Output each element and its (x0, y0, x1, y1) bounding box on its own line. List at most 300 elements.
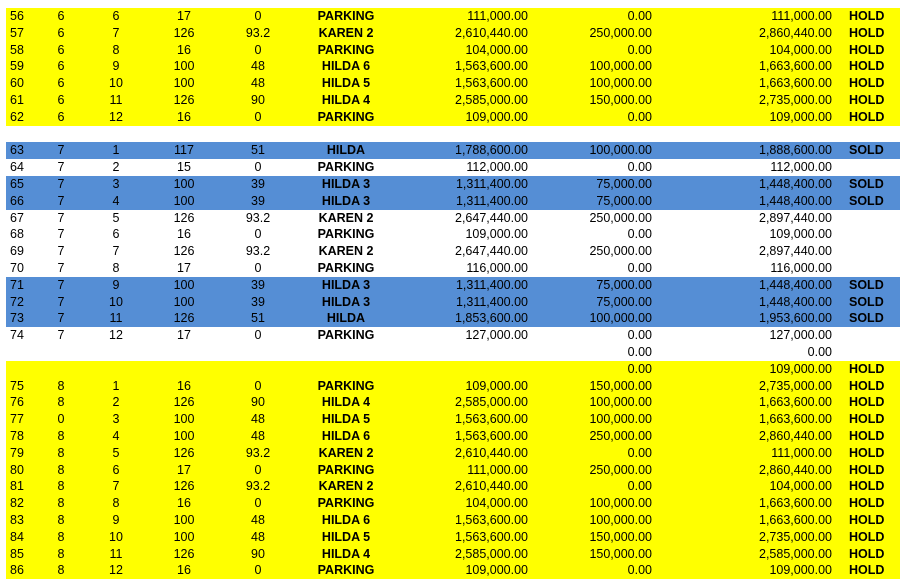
area-cell[interactable]: 126 (173, 25, 195, 40)
status-cell[interactable]: HOLD (849, 378, 885, 393)
price-cell[interactable]: 1,563,600.00 (455, 428, 528, 443)
row-number-cell[interactable]: 63 (10, 143, 24, 158)
total-cell[interactable]: 1,448,400.00 (759, 277, 832, 292)
unit-cell[interactable]: 6 (112, 462, 120, 477)
row-number-cell[interactable]: 60 (10, 76, 24, 91)
extra-cell[interactable]: 0.00 (627, 445, 652, 460)
price-cell[interactable]: 111,000.00 (467, 462, 528, 477)
unit-cell[interactable]: 11 (109, 92, 123, 107)
unit-cell[interactable]: 2 (112, 395, 120, 410)
row-number-cell[interactable]: 78 (10, 428, 24, 443)
floor-cell[interactable]: 7 (57, 176, 65, 191)
unit-cell[interactable]: 8 (112, 42, 120, 57)
row-number-cell[interactable]: 67 (10, 210, 24, 225)
extra-cell[interactable]: 250,000.00 (589, 244, 652, 259)
price-cell[interactable]: 2,585,000.00 (455, 546, 528, 561)
extra-cell[interactable]: 150,000.00 (589, 529, 652, 544)
unit-cell[interactable]: 12 (109, 328, 123, 343)
balcony-cell[interactable]: 0 (254, 109, 262, 124)
total-cell[interactable]: 1,448,400.00 (759, 176, 832, 191)
area-cell[interactable]: 126 (173, 479, 195, 494)
price-cell[interactable]: 2,585,000.00 (455, 395, 528, 410)
row-number-cell[interactable]: 75 (10, 378, 24, 393)
unit-type-cell[interactable]: KAREN 2 (318, 210, 374, 225)
unit-type-cell[interactable]: HILDA 4 (321, 395, 371, 410)
floor-cell[interactable]: 7 (57, 193, 65, 208)
total-cell[interactable]: 1,953,600.00 (759, 311, 832, 326)
area-cell[interactable]: 126 (173, 311, 195, 326)
unit-cell[interactable]: 1 (112, 143, 120, 158)
row-number-cell[interactable]: 71 (10, 277, 24, 292)
status-cell[interactable]: HOLD (849, 546, 885, 561)
floor-cell[interactable]: 6 (57, 92, 65, 107)
area-cell[interactable]: 100 (173, 529, 195, 544)
price-cell[interactable]: 109,000.00 (465, 563, 528, 578)
balcony-cell[interactable]: 0 (254, 378, 262, 393)
unit-type-cell[interactable]: HILDA 3 (321, 176, 371, 191)
extra-cell[interactable]: 0.00 (627, 109, 652, 124)
row-number-cell[interactable]: 58 (10, 42, 24, 57)
unit-type-cell[interactable]: PARKING (317, 496, 375, 511)
extra-cell[interactable]: 100,000.00 (589, 496, 652, 511)
total-cell[interactable]: 2,735,000.00 (759, 378, 832, 393)
extra-cell[interactable]: 0.00 (627, 227, 652, 242)
area-cell[interactable]: 17 (177, 328, 191, 343)
status-cell[interactable]: SOLD (849, 277, 884, 292)
floor-cell[interactable]: 7 (57, 227, 65, 242)
area-cell[interactable]: 15 (177, 160, 191, 175)
extra-cell[interactable]: 250,000.00 (589, 25, 652, 40)
price-cell[interactable]: 2,647,440.00 (455, 244, 528, 259)
status-cell[interactable]: HOLD (849, 412, 885, 427)
balcony-cell[interactable]: 0 (254, 9, 262, 23)
balcony-cell[interactable]: 51 (251, 143, 265, 158)
unit-type-cell[interactable]: HILDA 3 (321, 193, 371, 208)
row-number-cell[interactable]: 56 (10, 9, 24, 23)
unit-type-cell[interactable]: PARKING (317, 462, 375, 477)
floor-cell[interactable]: 6 (57, 25, 65, 40)
status-cell[interactable]: SOLD (849, 176, 884, 191)
total-cell[interactable]: 109,000.00 (769, 109, 832, 124)
unit-cell[interactable]: 1 (112, 378, 120, 393)
balcony-cell[interactable]: 93.2 (245, 479, 271, 494)
unit-cell[interactable]: 4 (112, 193, 120, 208)
floor-cell[interactable]: 7 (57, 244, 65, 259)
balcony-cell[interactable]: 48 (251, 76, 265, 91)
unit-type-cell[interactable]: HILDA 4 (321, 92, 371, 107)
unit-cell[interactable]: 7 (112, 479, 120, 494)
row-number-cell[interactable]: 82 (10, 496, 24, 511)
total-cell[interactable]: 2,585,000.00 (759, 546, 832, 561)
price-cell[interactable]: 2,610,440.00 (455, 445, 528, 460)
status-cell[interactable]: HOLD (849, 529, 885, 544)
total-cell[interactable]: 1,663,600.00 (759, 395, 832, 410)
total-cell[interactable]: 1,888,600.00 (759, 143, 832, 158)
area-cell[interactable]: 100 (173, 412, 195, 427)
unit-type-cell[interactable]: PARKING (317, 227, 375, 242)
area-cell[interactable]: 100 (173, 512, 195, 527)
area-cell[interactable]: 100 (173, 76, 195, 91)
balcony-cell[interactable]: 90 (251, 546, 265, 561)
unit-type-cell[interactable]: KAREN 2 (318, 244, 374, 259)
status-cell[interactable]: HOLD (849, 76, 885, 91)
unit-type-cell[interactable]: PARKING (317, 260, 375, 275)
extra-cell[interactable]: 0.00 (627, 479, 652, 494)
total-cell[interactable]: 112,000.00 (770, 160, 832, 175)
area-cell[interactable]: 16 (177, 42, 191, 57)
balcony-cell[interactable]: 48 (251, 428, 265, 443)
total-cell[interactable]: 1,663,600.00 (759, 412, 832, 427)
price-cell[interactable]: 109,000.00 (465, 109, 528, 124)
total-cell[interactable]: 111,000.00 (771, 9, 832, 23)
extra-cell[interactable]: 75,000.00 (596, 193, 652, 208)
price-cell[interactable]: 1,563,600.00 (455, 76, 528, 91)
area-cell[interactable]: 126 (173, 546, 195, 561)
status-cell[interactable]: SOLD (849, 311, 884, 326)
floor-cell[interactable]: 7 (57, 277, 65, 292)
unit-type-cell[interactable]: HILDA 3 (321, 277, 371, 292)
total-cell[interactable]: 127,000.00 (769, 328, 832, 343)
status-cell[interactable]: HOLD (849, 445, 885, 460)
unit-cell[interactable]: 10 (109, 529, 123, 544)
balcony-cell[interactable]: 39 (251, 193, 265, 208)
total-cell[interactable]: 111,000.00 (771, 445, 832, 460)
floor-cell[interactable]: 6 (57, 76, 65, 91)
price-cell[interactable]: 1,311,400.00 (455, 294, 528, 309)
balcony-cell[interactable]: 0 (254, 496, 262, 511)
extra-cell[interactable]: 100,000.00 (589, 395, 652, 410)
area-cell[interactable]: 126 (173, 395, 195, 410)
unit-type-cell[interactable]: HILDA 4 (321, 546, 371, 561)
price-cell[interactable]: 109,000.00 (465, 227, 528, 242)
balcony-cell[interactable]: 48 (251, 412, 265, 427)
unit-type-cell[interactable]: HILDA 6 (321, 428, 371, 443)
row-number-cell[interactable]: 79 (10, 445, 24, 460)
unit-cell[interactable]: 7 (112, 25, 120, 40)
unit-type-cell[interactable]: HILDA 5 (321, 529, 371, 544)
unit-cell[interactable]: 11 (109, 311, 123, 326)
area-cell[interactable]: 100 (173, 59, 195, 74)
balcony-cell[interactable]: 39 (251, 294, 265, 309)
area-cell[interactable]: 126 (173, 445, 195, 460)
unit-cell[interactable]: 8 (112, 496, 120, 511)
row-number-cell[interactable]: 76 (10, 395, 24, 410)
status-cell[interactable]: HOLD (849, 512, 885, 527)
total-cell[interactable]: 1,663,600.00 (759, 512, 832, 527)
area-cell[interactable]: 17 (177, 462, 191, 477)
row-number-cell[interactable]: 66 (10, 193, 24, 208)
row-number-cell[interactable]: 72 (10, 294, 24, 309)
price-cell[interactable]: 127,000.00 (465, 328, 528, 343)
area-cell[interactable]: 100 (173, 277, 195, 292)
area-cell[interactable]: 100 (173, 294, 195, 309)
extra-cell[interactable]: 100,000.00 (589, 512, 652, 527)
status-cell[interactable]: HOLD (849, 92, 885, 107)
row-number-cell[interactable]: 84 (10, 529, 24, 544)
floor-cell[interactable]: 7 (57, 311, 65, 326)
balcony-cell[interactable]: 0 (254, 227, 262, 242)
price-cell[interactable]: 2,610,440.00 (455, 479, 528, 494)
extra-cell[interactable]: 250,000.00 (589, 210, 652, 225)
extra-cell[interactable]: 100,000.00 (589, 412, 652, 427)
unit-type-cell[interactable]: HILDA 6 (321, 512, 371, 527)
balcony-cell[interactable]: 48 (251, 529, 265, 544)
extra-cell[interactable]: 75,000.00 (596, 176, 652, 191)
unit-cell[interactable]: 12 (109, 563, 123, 578)
floor-cell[interactable]: 8 (57, 428, 65, 443)
total-cell[interactable]: 1,663,600.00 (759, 59, 832, 74)
balcony-cell[interactable]: 93.2 (245, 25, 271, 40)
floor-cell[interactable]: 6 (57, 9, 65, 23)
total-cell[interactable]: 1,663,600.00 (759, 496, 832, 511)
floor-cell[interactable]: 7 (57, 143, 65, 158)
unit-cell[interactable]: 10 (109, 294, 123, 309)
price-cell[interactable]: 1,311,400.00 (455, 277, 528, 292)
price-cell[interactable]: 109,000.00 (465, 378, 528, 393)
extra-cell[interactable]: 100,000.00 (589, 76, 652, 91)
extra-cell[interactable]: 150,000.00 (589, 92, 652, 107)
balcony-cell[interactable]: 93.2 (245, 210, 271, 225)
unit-type-cell[interactable]: KAREN 2 (318, 479, 374, 494)
unit-cell[interactable]: 9 (112, 277, 120, 292)
unit-cell[interactable]: 2 (112, 160, 120, 175)
total-cell[interactable]: 2,735,000.00 (759, 92, 832, 107)
balcony-cell[interactable]: 48 (251, 59, 265, 74)
status-cell[interactable]: HOLD (849, 59, 885, 74)
price-cell[interactable]: 104,000.00 (465, 42, 528, 57)
extra-cell[interactable]: 250,000.00 (589, 462, 652, 477)
row-number-cell[interactable]: 59 (10, 59, 24, 74)
unit-type-cell[interactable]: PARKING (317, 160, 375, 175)
floor-cell[interactable]: 6 (57, 42, 65, 57)
unit-type-cell[interactable]: PARKING (317, 109, 375, 124)
total-cell[interactable]: 2,735,000.00 (759, 529, 832, 544)
unit-cell[interactable]: 10 (109, 76, 123, 91)
price-cell[interactable]: 111,000.00 (467, 9, 528, 23)
extra-cell[interactable]: 0.00 (627, 9, 652, 23)
total-cell[interactable]: 109,000.00 (769, 563, 832, 578)
row-number-cell[interactable]: 83 (10, 512, 24, 527)
balcony-cell[interactable]: 90 (251, 395, 265, 410)
unit-cell[interactable]: 6 (112, 9, 120, 23)
area-cell[interactable]: 16 (177, 496, 191, 511)
unit-cell[interactable]: 11 (109, 546, 123, 561)
floor-cell[interactable]: 6 (57, 109, 65, 124)
status-cell[interactable]: HOLD (849, 109, 885, 124)
price-cell[interactable]: 1,563,600.00 (455, 512, 528, 527)
balcony-cell[interactable]: 39 (251, 176, 265, 191)
row-number-cell[interactable]: 81 (10, 479, 24, 494)
area-cell[interactable]: 117 (174, 143, 194, 158)
price-cell[interactable]: 2,585,000.00 (455, 92, 528, 107)
extra-cell[interactable]: 0.00 (627, 344, 652, 359)
price-cell[interactable]: 116,000.00 (466, 260, 528, 275)
extra-cell[interactable]: 0.00 (627, 361, 652, 376)
area-cell[interactable]: 17 (177, 260, 191, 275)
status-cell[interactable]: SOLD (849, 143, 884, 158)
floor-cell[interactable]: 7 (57, 328, 65, 343)
floor-cell[interactable]: 8 (57, 479, 65, 494)
row-number-cell[interactable]: 61 (10, 92, 24, 107)
floor-cell[interactable]: 8 (57, 546, 65, 561)
status-cell[interactable]: HOLD (849, 428, 885, 443)
price-cell[interactable]: 1,563,600.00 (455, 529, 528, 544)
status-cell[interactable]: HOLD (849, 9, 885, 23)
price-cell[interactable]: 1,311,400.00 (455, 193, 528, 208)
balcony-cell[interactable]: 0 (254, 563, 262, 578)
row-number-cell[interactable]: 86 (10, 563, 24, 578)
area-cell[interactable]: 100 (173, 428, 195, 443)
extra-cell[interactable]: 0.00 (627, 328, 652, 343)
balcony-cell[interactable]: 51 (251, 311, 265, 326)
unit-type-cell[interactable]: PARKING (317, 378, 375, 393)
balcony-cell[interactable]: 93.2 (245, 244, 271, 259)
status-cell[interactable]: HOLD (849, 479, 885, 494)
extra-cell[interactable]: 0.00 (627, 42, 652, 57)
price-cell[interactable]: 1,788,600.00 (455, 143, 528, 158)
row-number-cell[interactable]: 57 (10, 25, 24, 40)
balcony-cell[interactable]: 0 (254, 42, 262, 57)
unit-cell[interactable]: 5 (112, 445, 120, 460)
floor-cell[interactable]: 7 (57, 294, 65, 309)
floor-cell[interactable]: 8 (57, 395, 65, 410)
price-cell[interactable]: 1,563,600.00 (455, 412, 528, 427)
balcony-cell[interactable]: 48 (251, 512, 265, 527)
status-cell[interactable]: HOLD (849, 361, 885, 376)
unit-type-cell[interactable]: HILDA (326, 143, 366, 158)
price-cell[interactable]: 2,610,440.00 (455, 25, 528, 40)
price-cell[interactable]: 1,563,600.00 (455, 59, 528, 74)
row-number-cell[interactable]: 80 (10, 462, 24, 477)
total-cell[interactable]: 2,860,440.00 (759, 25, 832, 40)
unit-cell[interactable]: 6 (112, 227, 120, 242)
row-number-cell[interactable]: 69 (10, 244, 24, 259)
area-cell[interactable]: 100 (173, 176, 195, 191)
extra-cell[interactable]: 0.00 (627, 563, 652, 578)
unit-cell[interactable]: 8 (112, 260, 120, 275)
row-number-cell[interactable]: 85 (10, 546, 24, 561)
total-cell[interactable]: 109,000.00 (769, 361, 832, 376)
extra-cell[interactable]: 75,000.00 (596, 294, 652, 309)
status-cell[interactable]: HOLD (849, 42, 885, 57)
row-number-cell[interactable]: 74 (10, 328, 24, 343)
unit-cell[interactable]: 12 (109, 109, 123, 124)
balcony-cell[interactable]: 39 (251, 277, 265, 292)
floor-cell[interactable]: 8 (57, 496, 65, 511)
area-cell[interactable]: 100 (173, 193, 195, 208)
extra-cell[interactable]: 75,000.00 (596, 277, 652, 292)
extra-cell[interactable]: 100,000.00 (589, 59, 652, 74)
unit-type-cell[interactable]: KAREN 2 (318, 445, 374, 460)
extra-cell[interactable]: 250,000.00 (589, 428, 652, 443)
price-cell[interactable]: 2,647,440.00 (455, 210, 528, 225)
unit-type-cell[interactable]: KAREN 2 (318, 25, 374, 40)
total-cell[interactable]: 2,897,440.00 (759, 210, 832, 225)
area-cell[interactable]: 17 (177, 9, 191, 23)
row-number-cell[interactable]: 73 (10, 311, 24, 326)
extra-cell[interactable]: 150,000.00 (589, 546, 652, 561)
total-cell[interactable]: 2,897,440.00 (759, 244, 832, 259)
unit-type-cell[interactable]: PARKING (317, 328, 375, 343)
floor-cell[interactable]: 7 (57, 210, 65, 225)
price-cell[interactable]: 1,311,400.00 (455, 176, 528, 191)
total-cell[interactable]: 1,448,400.00 (759, 294, 832, 309)
extra-cell[interactable]: 100,000.00 (589, 311, 652, 326)
unit-cell[interactable]: 3 (112, 176, 120, 191)
area-cell[interactable]: 126 (173, 92, 195, 107)
status-cell[interactable]: HOLD (849, 462, 885, 477)
total-cell[interactable]: 2,860,440.00 (759, 428, 832, 443)
row-number-cell[interactable]: 64 (10, 160, 24, 175)
status-cell[interactable]: SOLD (849, 294, 884, 309)
area-cell[interactable]: 16 (177, 227, 191, 242)
status-cell[interactable]: HOLD (849, 25, 885, 40)
area-cell[interactable]: 16 (177, 109, 191, 124)
unit-type-cell[interactable]: HILDA 5 (321, 76, 371, 91)
balcony-cell[interactable]: 0 (254, 328, 262, 343)
balcony-cell[interactable]: 90 (251, 92, 265, 107)
unit-cell[interactable]: 9 (112, 512, 120, 527)
total-cell[interactable]: 1,448,400.00 (759, 193, 832, 208)
unit-cell[interactable]: 9 (112, 59, 120, 74)
balcony-cell[interactable]: 0 (254, 462, 262, 477)
floor-cell[interactable]: 7 (57, 160, 65, 175)
row-number-cell[interactable]: 68 (10, 227, 24, 242)
floor-cell[interactable]: 8 (57, 445, 65, 460)
balcony-cell[interactable]: 0 (254, 260, 262, 275)
unit-cell[interactable]: 7 (112, 244, 120, 259)
floor-cell[interactable]: 6 (57, 59, 65, 74)
unit-cell[interactable]: 5 (112, 210, 120, 225)
row-number-cell[interactable]: 70 (10, 260, 24, 275)
total-cell[interactable]: 2,860,440.00 (759, 462, 832, 477)
unit-type-cell[interactable]: HILDA 5 (321, 412, 371, 427)
area-cell[interactable]: 126 (173, 244, 195, 259)
unit-type-cell[interactable]: PARKING (317, 563, 375, 578)
price-cell[interactable]: 104,000.00 (465, 496, 528, 511)
total-cell[interactable]: 104,000.00 (769, 479, 832, 494)
balcony-cell[interactable]: 93.2 (245, 445, 271, 460)
extra-cell[interactable]: 0.00 (627, 160, 652, 175)
floor-cell[interactable]: 0 (57, 412, 65, 427)
unit-type-cell[interactable]: HILDA 6 (321, 59, 371, 74)
status-cell[interactable]: HOLD (849, 496, 885, 511)
floor-cell[interactable]: 8 (57, 529, 65, 544)
total-cell[interactable]: 1,663,600.00 (759, 76, 832, 91)
row-number-cell[interactable]: 65 (10, 176, 24, 191)
unit-type-cell[interactable]: HILDA (326, 311, 366, 326)
area-cell[interactable]: 16 (177, 378, 191, 393)
status-cell[interactable]: HOLD (849, 563, 885, 578)
floor-cell[interactable]: 8 (57, 462, 65, 477)
balcony-cell[interactable]: 0 (254, 160, 262, 175)
extra-cell[interactable]: 100,000.00 (589, 143, 652, 158)
status-cell[interactable]: HOLD (849, 395, 885, 410)
extra-cell[interactable]: 150,000.00 (589, 378, 652, 393)
area-cell[interactable]: 126 (173, 210, 195, 225)
floor-cell[interactable]: 8 (57, 512, 65, 527)
unit-cell[interactable]: 4 (112, 428, 120, 443)
total-cell[interactable]: 104,000.00 (769, 42, 832, 57)
price-cell[interactable]: 1,853,600.00 (455, 311, 528, 326)
status-cell[interactable]: SOLD (849, 193, 884, 208)
total-cell[interactable]: 0.00 (807, 344, 832, 359)
unit-cell[interactable]: 3 (112, 412, 120, 427)
unit-type-cell[interactable]: HILDA 3 (321, 294, 371, 309)
floor-cell[interactable]: 7 (57, 260, 65, 275)
row-number-cell[interactable]: 62 (10, 109, 24, 124)
floor-cell[interactable]: 8 (57, 378, 65, 393)
